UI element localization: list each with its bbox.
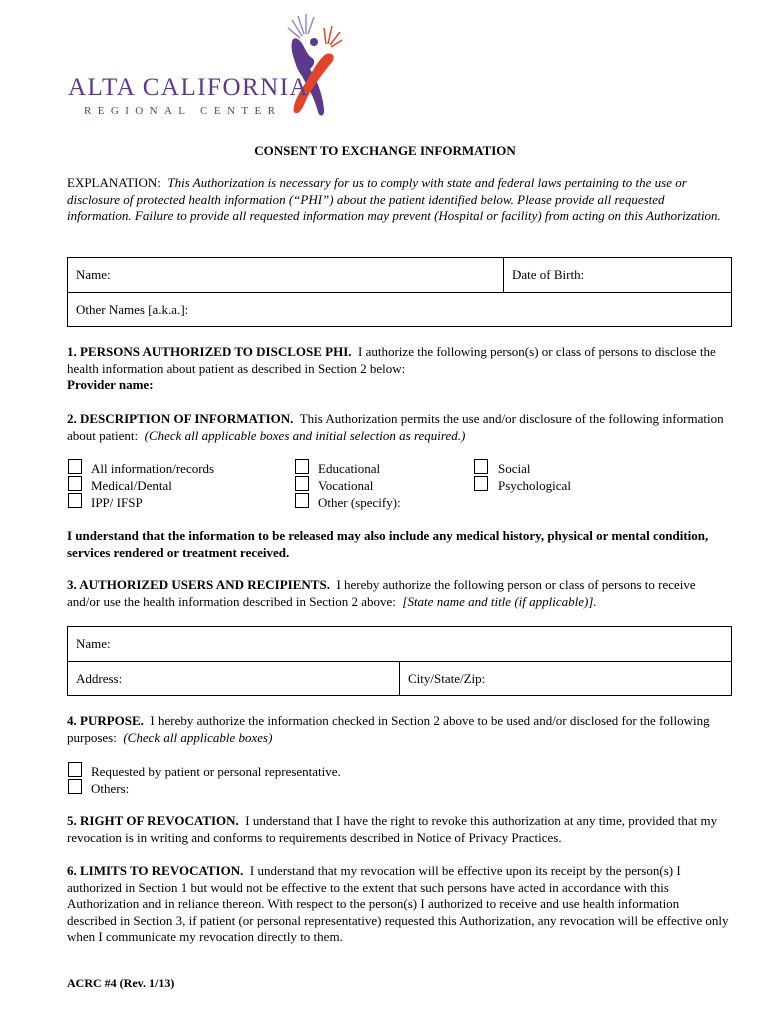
section-1-heading: 1. PERSONS AUTHORIZED TO DISCLOSE PHI.: [67, 344, 352, 359]
section-3-text: I hereby authorize the following person or class of persons to receive and/or use the health information described in Section 2 above:: [67, 577, 696, 609]
other-names-field[interactable]: [68, 293, 731, 327]
option-other-specify: Other (specify):: [318, 495, 401, 510]
checkbox-educational[interactable]: [295, 459, 309, 474]
logo-subtitle: REGIONAL CENTER: [84, 105, 282, 117]
patient-name-field[interactable]: [68, 258, 503, 292]
option-ipp-ifsp: IPP/ IFSP: [91, 495, 143, 510]
section-6-text: I understand that my revocation will be effective upon its receipt by the person(s) I authorized in Section 1 but would not be effective to the extent that such persons have acted in accordance with this Authorization and in reliance thereon. With respect to the person(s) I authorized to receive and use health information described in Section 3, if patient (or personal representative) requested this Authorization, any revocation will be effective only when I communicate my revocation directly to them.: [67, 863, 729, 945]
section-2-text: This Authorization permits the use and/or disclosure of the following information about patient:: [67, 411, 724, 443]
option-vocational: Vocational: [318, 478, 374, 493]
recipient-city-label: City/State/Zip:: [408, 671, 486, 686]
understand-statement: I understand that the information to be released may also include any medical history, physical or mental condition, services rendered or treatment received.: [67, 528, 709, 560]
section-2: [67, 411, 731, 444]
checkbox-others[interactable]: [68, 779, 82, 794]
form-revision-footer: ACRC #4 (Rev. 1/13): [67, 976, 175, 990]
section-2-instruction: (Check all applicable boxes and initial selection as required.): [144, 427, 466, 443]
recipient-info-table: [67, 626, 732, 696]
section-4-instruction: (Check all applicable boxes): [123, 729, 273, 745]
section-4-text: I hereby authorize the information checked in Section 2 above to be used and/or disclosed for the following purposes:: [67, 713, 710, 745]
checkbox-medical-dental[interactable]: [68, 476, 82, 491]
explanation-text: This Authorization is necessary for us to comply with state and federal laws pertaining to the use or disclosure of protected health information (“PHI”) about the patient identified below. Please provide all requested information. Failure to provide all requested information may prevent (Hospital or facility) from acting on this Authorization.: [67, 175, 721, 224]
section-1-text: I authorize the following person(s) or class of persons to disclose the health information about patient as described in Section 2 below:: [67, 344, 716, 376]
checkbox-ipp-ifsp[interactable]: [68, 493, 82, 508]
option-social: Social: [498, 461, 531, 476]
explanation: [67, 175, 731, 225]
checkbox-social[interactable]: [474, 459, 488, 474]
section-3-instruction: [State name and title (if applicable)].: [402, 593, 597, 609]
option-others: Others:: [91, 781, 130, 796]
section-5-text: I understand that I have the right to revoke this authorization at any time, provided that my revocation is in writing and conforms to requirements described in Notice of Privacy Practices.: [67, 813, 718, 845]
section-3-heading: 3. AUTHORIZED USERS AND RECIPIENTS.: [67, 577, 330, 592]
option-medical-dental: Medical/Dental: [91, 478, 172, 493]
date-of-birth-label: Date of Birth:: [512, 267, 585, 282]
checkbox-requested-by-patient[interactable]: [68, 762, 82, 777]
checkbox-psychological[interactable]: [474, 476, 488, 491]
section-4: [67, 713, 731, 746]
section-6-heading: 6. LIMITS TO REVOCATION.: [67, 863, 244, 878]
checkbox-vocational[interactable]: [295, 476, 309, 491]
other-names-label: Other Names [a.k.a.]:: [76, 302, 189, 317]
explanation-label: EXPLANATION:: [67, 175, 161, 190]
form-title: CONSENT TO EXCHANGE INFORMATION: [254, 143, 516, 158]
section-2-heading: 2. DESCRIPTION OF INFORMATION.: [67, 411, 294, 426]
provider-name-label: Provider name:: [67, 377, 154, 393]
patient-name-label: Name:: [76, 267, 111, 282]
option-all-information: All information/records: [91, 461, 215, 476]
section-4-heading: 4. PURPOSE.: [67, 713, 144, 728]
option-requested-by-patient: Requested by patient or personal representative.: [91, 764, 341, 779]
patient-info-table: [67, 257, 732, 327]
logo-figure-icon: [284, 14, 344, 124]
recipient-city-field[interactable]: [400, 662, 731, 696]
section-5-heading: 5. RIGHT OF REVOCATION.: [67, 813, 239, 828]
date-of-birth-field[interactable]: [504, 258, 732, 292]
section-6: [67, 863, 731, 946]
logo: [66, 14, 346, 124]
logo-name: ALTA CALIFORNIA: [68, 74, 310, 101]
recipient-name-label: Name:: [76, 636, 111, 651]
section-5: [67, 813, 731, 846]
option-educational: Educational: [318, 461, 381, 476]
option-psychological: Psychological: [498, 478, 571, 493]
recipient-address-label: Address:: [76, 671, 123, 686]
recipient-name-field[interactable]: [68, 627, 731, 661]
section-3: [67, 577, 731, 610]
checkbox-all-information[interactable]: [68, 459, 82, 474]
checkbox-other-specify[interactable]: [295, 493, 309, 508]
recipient-address-field[interactable]: [68, 662, 399, 696]
section-1: [67, 344, 731, 394]
